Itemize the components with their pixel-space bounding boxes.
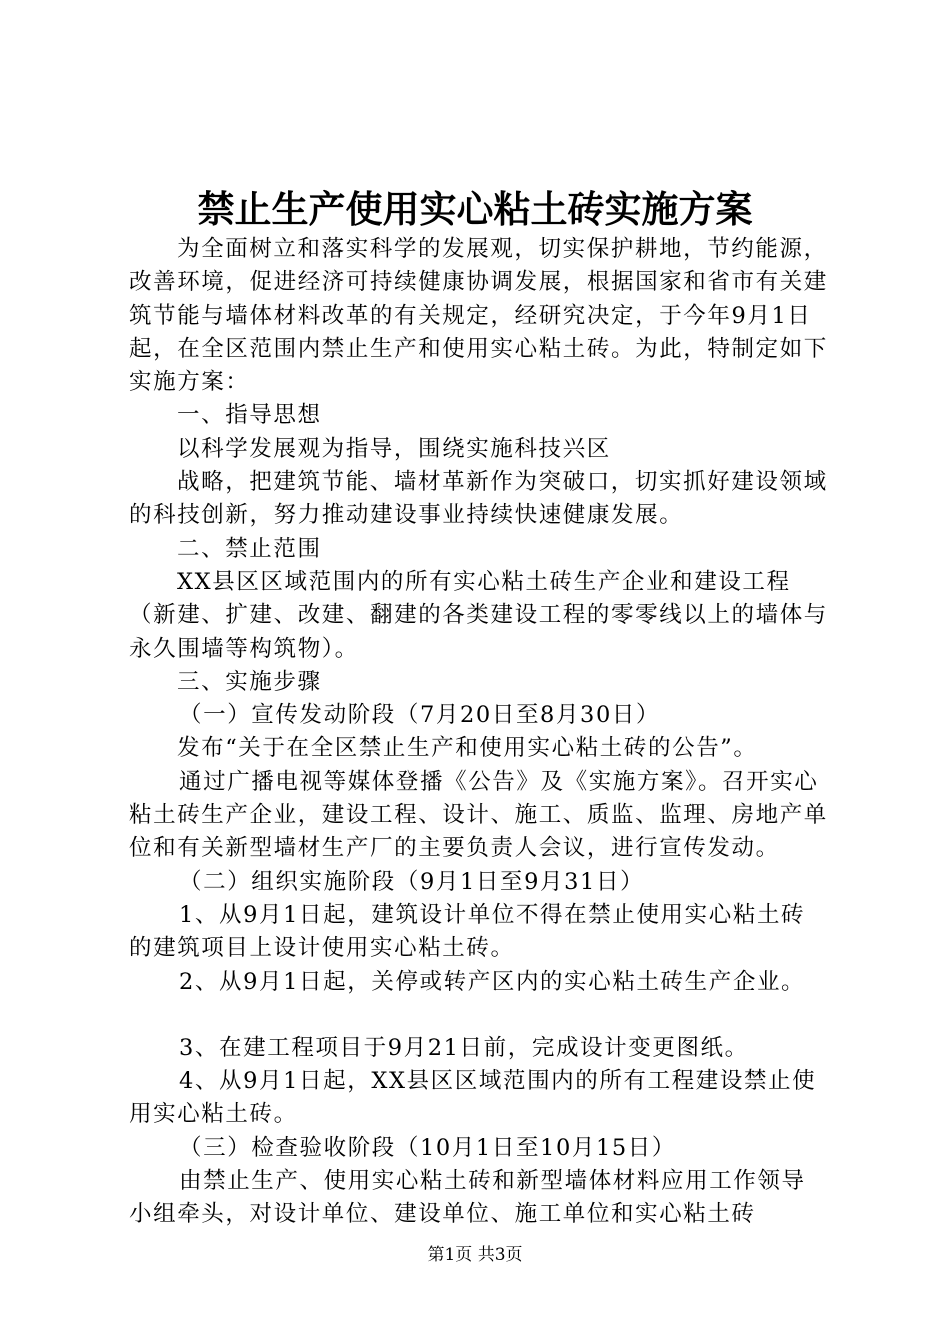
phase-two-heading: （二）组织实施阶段（9月1日至9月31日）	[179, 868, 645, 895]
step-three-item: 3、在建工程项目于9月21日前，完成设计变更图纸。	[179, 1034, 749, 1061]
phase-three-heading: （三）检查验收阶段（10月1日至10月15日）	[179, 1134, 677, 1161]
guiding-thought-line: 以科学发展观为指导，围绕实施科技兴区	[177, 435, 611, 462]
inspection-paragraph: 由禁止生产、使用实心粘土砖和新型墙体材料应用工作领导小组牵头，对设计单位、建设单位、施工单位和实心粘土砖	[129, 1168, 806, 1228]
document-body	[129, 233, 829, 1232]
section-heading-prohibited-scope: 二、禁止范围	[177, 535, 322, 562]
document-title: 禁止生产使用实心粘土砖实施方案	[197, 187, 753, 231]
section-heading-implementation-steps: 三、实施步骤	[177, 668, 322, 695]
section-heading-guiding-thought: 一、指导思想	[177, 402, 322, 429]
page-footer: 第1页 共3页	[427, 1245, 523, 1265]
publicity-paragraph: 通过广播电视等媒体登播《公告》及《实施方案》。召开实心粘土砖生产企业，建设工程、设计、施工、质监、监理、房地产单位和有关新型墙材生产厂的主要负责人会议，进行宣传发动。	[129, 768, 828, 862]
guiding-thought-paragraph: 战略，把建筑节能、墙材革新作为突破口，切实抓好建设领域的科技创新，努力推动建设事业持续快速健康发展。	[129, 469, 828, 529]
step-four-item: 4、从9月1日起，XX县区区域范围内的所有工程建设禁止使用实心粘土砖。	[129, 1068, 817, 1128]
step-one-item: 1、从9月1日起，建筑设计单位不得在禁止使用实心粘土砖的建筑项目上设计使用实心粘土砖。	[129, 901, 806, 962]
prohibited-scope-paragraph: XX县区区域范围内的所有实心粘土砖生产企业和建设工程（新建、扩建、改建、翻建的各类建设工程的零零线以上的墙体与永久围墙等构筑物）。	[129, 568, 828, 662]
blank-line	[129, 999, 829, 1032]
intro-paragraph: 为全面树立和落实科学的发展观，切实保护耕地，节约能源，改善环境，促进经济可持续健康协调发展，根据国家和省市有关建筑节能与墙体材料改革的有关规定，经研究决定，于今年9月1日起，在全区范围内禁止生产和使用实心粘土砖。为此，特制定如下实施方案：	[129, 236, 828, 396]
publish-notice-line: 发布“关于在全区禁止生产和使用实心粘土砖的公告”。	[177, 735, 758, 762]
step-two-item: 2、从9月1日起，关停或转产区内的实心粘土砖生产企业。	[179, 968, 806, 995]
phase-one-heading: （一）宣传发动阶段（7月20日至8月30日）	[179, 702, 661, 729]
